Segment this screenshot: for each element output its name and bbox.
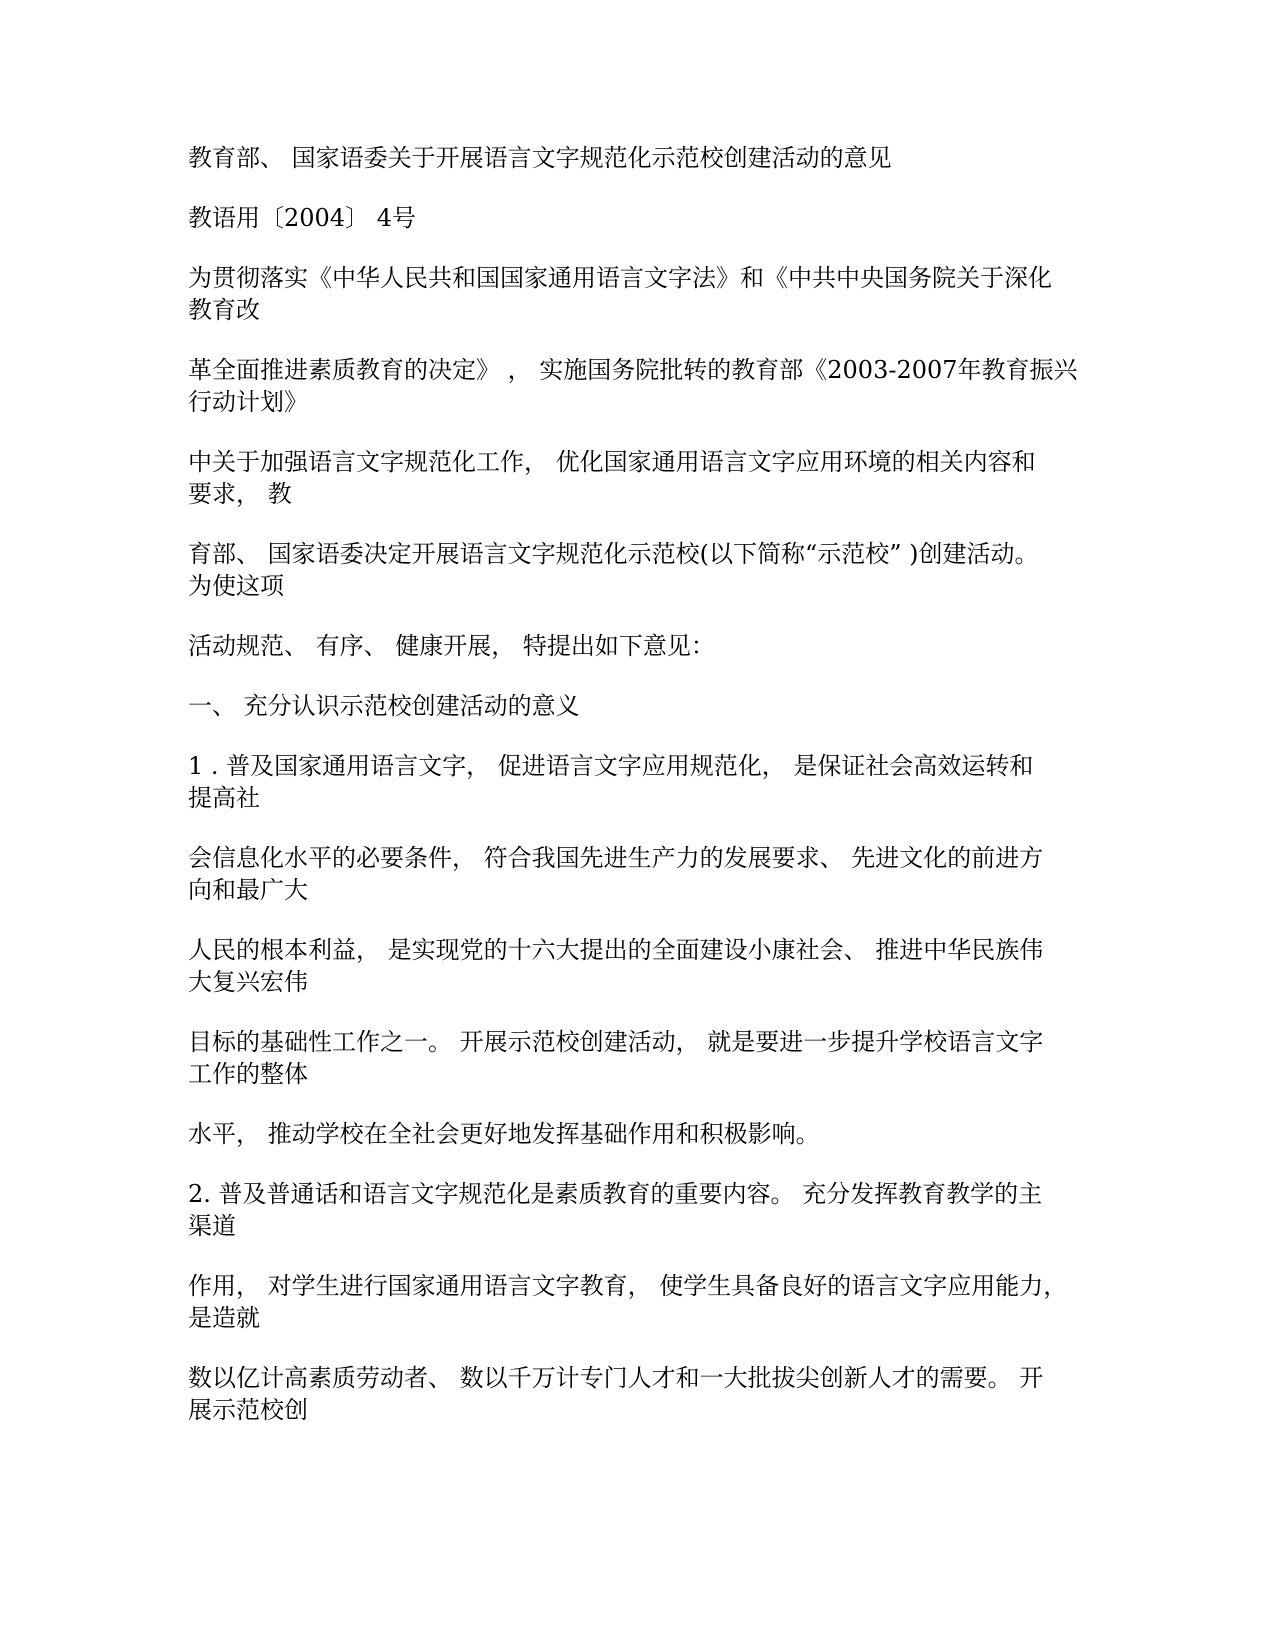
paragraph <box>188 630 1100 662</box>
paragraph-list <box>188 262 1100 1426</box>
paragraph <box>188 354 1100 418</box>
paragraph-line: 是造就 <box>188 1304 260 1332</box>
paragraph-line: 行动计划》 <box>188 388 308 416</box>
paragraph-line: 提高社 <box>188 784 260 812</box>
paragraph <box>188 1178 1100 1242</box>
paragraph <box>188 934 1100 998</box>
paragraph <box>188 262 1100 326</box>
paragraph-line: 为使这项 <box>188 572 284 600</box>
paragraph-line: 展示范校创 <box>188 1396 308 1424</box>
paragraph <box>188 1362 1100 1426</box>
paragraph-line: 2. 普及普通话和语言文字规范化是素质教育的重要内容。 充分发挥教育教学的主 <box>188 1180 1043 1208</box>
paragraph <box>188 446 1100 510</box>
paragraph <box>188 842 1100 906</box>
paragraph-line: 会信息化水平的必要条件， 符合我国先进生产力的发展要求、 先进文化的前进方 <box>188 844 1044 872</box>
paragraph-line: 革全面推进素质教育的决定》 ， 实施国务院批转的教育部《2003-2007年教育振兴 <box>188 356 1078 384</box>
paragraph <box>188 1270 1100 1334</box>
paragraph-line: 人民的根本利益， 是实现党的十六大提出的全面建设小康社会、 推进中华民族伟 <box>188 936 1044 964</box>
document-number: 教语用〔2004〕 4号 <box>188 204 416 232</box>
paragraph-line: 水平， 推动学校在全社会更好地发挥基础作用和积极影响。 <box>188 1120 820 1148</box>
paragraph-line: 数以亿计高素质劳动者、 数以千万计专门人才和一大批拔尖创新人才的需要。 开 <box>188 1364 1044 1392</box>
document-title: 教育部、 国家语委关于开展语言文字规范化示范校创建活动的意见 <box>188 144 892 172</box>
paragraph-line: 中关于加强语言文字规范化工作， 优化国家通用语言文字应用环境的相关内容和 <box>188 448 1036 476</box>
paragraph <box>188 690 1100 722</box>
paragraph-line: 渠道 <box>188 1212 236 1240</box>
paragraph-line: 一、 充分认识示范校创建活动的意义 <box>188 692 580 720</box>
paragraph-line: 育部、 国家语委决定开展语言文字规范化示范校(以下简称“示范校” )创建活动。 <box>188 540 1039 568</box>
paragraph-line: 目标的基础性工作之一。 开展示范校创建活动， 就是要进一步提升学校语言文字 <box>188 1028 1044 1056</box>
paragraph <box>188 538 1100 602</box>
paragraph-line: 为贯彻落实《中华人民共和国国家通用语言文字法》和《中共中央国务院关于深化 <box>188 264 1052 292</box>
paragraph-line: 大复兴宏伟 <box>188 968 308 996</box>
paragraph-line: 作用， 对学生进行国家通用语言文字教育， 使学生具备良好的语言文字应用能力， <box>188 1272 1068 1300</box>
paragraph-line: 要求， 教 <box>188 480 292 508</box>
paragraph <box>188 1026 1100 1090</box>
paragraph-line: 教育改 <box>188 296 260 324</box>
paragraph <box>188 750 1100 814</box>
paragraph-line: 活动规范、 有序、 健康开展， 特提出如下意见： <box>188 632 715 660</box>
document-body <box>188 142 1100 1454</box>
paragraph-line: 工作的整体 <box>188 1060 308 1088</box>
paragraph-line: 1 . 普及国家通用语言文字， 促进语言文字应用规范化， 是保证社会高效运转和 <box>188 752 1034 780</box>
paragraph <box>188 1118 1100 1150</box>
paragraph-line: 向和最广大 <box>188 876 308 904</box>
